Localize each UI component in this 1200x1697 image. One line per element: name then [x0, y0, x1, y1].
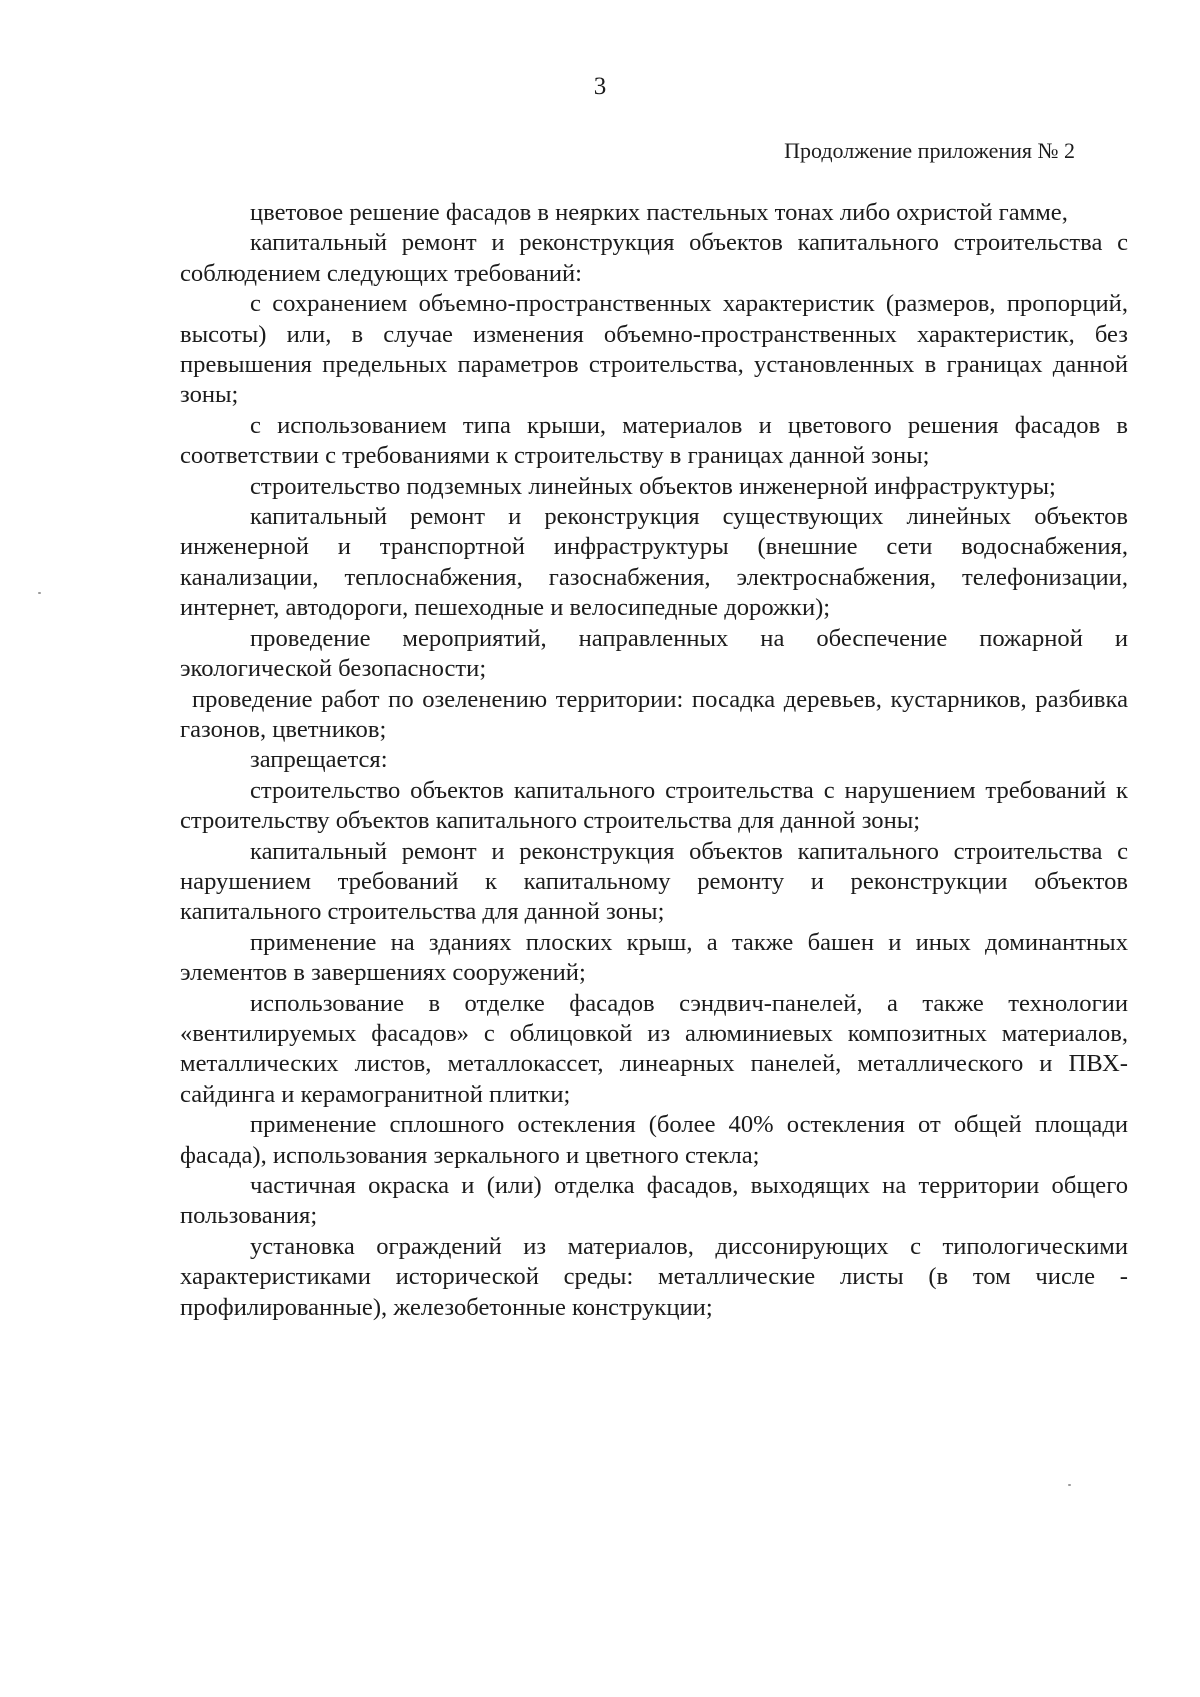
paragraph-landscaping: проведение работ по озеленению территории: посадка деревьев, кустарников, разбивка газонов, цветников;	[180, 685, 1128, 743]
appendix-continuation-note: Продолжение приложения № 2	[784, 138, 1075, 163]
scan-speck	[38, 592, 41, 594]
paragraph-volume-preservation: с сохранением объемно-пространственных характеристик (размеров, пропорций, высоты) или, в случае изменения объемно-пространственных характеристик, без превышения предельных параметров строительства, установленных в границах данной зоны;	[180, 290, 1128, 409]
paragraph-prohibited-heading: запрещается:	[250, 746, 388, 774]
page-number: 3	[593, 73, 607, 100]
paragraph-flat-roofs: применение на зданиях плоских крыш, а также башен и иных доминантных элементов в завершениях сооружений;	[180, 928, 1128, 987]
paragraph-partial-painting: частичная окраска и (или) отделка фасадов, выходящих на территории общего пользования;	[180, 1172, 1128, 1230]
paragraph-linear-objects-repair: капитальный ремонт и реконструкция существующих линейных объектов инженерной и транспортной инфраструктуры (внешние сети водоснабжения, канализации, теплоснабжения, газоснабжения, электроснабжения, телефонизации, интернет, автодороги, пешеходные и велосипедные дорожки);	[180, 503, 1128, 622]
paragraph-roof-materials: с использованием типа крыши, материалов и цветового решения фасадов в соответствии с требованиями к строительству в границах данной зоны;	[180, 411, 1128, 470]
paragraph-fences: установка ограждений из материалов, диссонирующих с типологическими характеристиками исторической среды: металлические листы (в том числе - профилированные), железобетонные конструкции;	[180, 1232, 1128, 1321]
paragraph-sandwich-panels: использование в отделке фасадов сэндвич-панелей, а также технологии «вентилируемых фасадов» с облицовкой из алюминиевых композитных материалов, металлических листов, металлокассет, линеарных панелей, металлического и ПВХ-сайдинга и керамогранитной плитки;	[180, 989, 1128, 1108]
paragraph-construction-violation: строительство объектов капитального строительства с нарушением требований к строительству объектов капитального строительства для данной зоны;	[180, 776, 1128, 835]
paragraph-facade-color: цветовое решение фасадов в неярких пастельных тонах либо охристой гамме,	[250, 199, 1068, 226]
paragraph-repair-violation: капитальный ремонт и реконструкция объектов капитального строительства с нарушением требований к капитальному ремонту и реконструкции объектов капитального строительства для данной зоны;	[180, 837, 1128, 926]
scan-speck	[1068, 1484, 1071, 1486]
paragraph-safety-measures: проведение мероприятий, направленных на обеспечение пожарной и экологической безопасности;	[180, 624, 1128, 683]
document-body	[180, 198, 1128, 1323]
paragraph-glazing: применение сплошного остекления (более 40% остекления от общей площади фасада), использования зеркального и цветного стекла;	[180, 1111, 1128, 1169]
paragraph-underground-objects: строительство подземных линейных объектов инженерной инфраструктуры;	[250, 472, 1056, 500]
paragraph-capital-repair: капитальный ремонт и реконструкция объектов капитального строительства с соблюдением следующих требований:	[180, 229, 1128, 287]
